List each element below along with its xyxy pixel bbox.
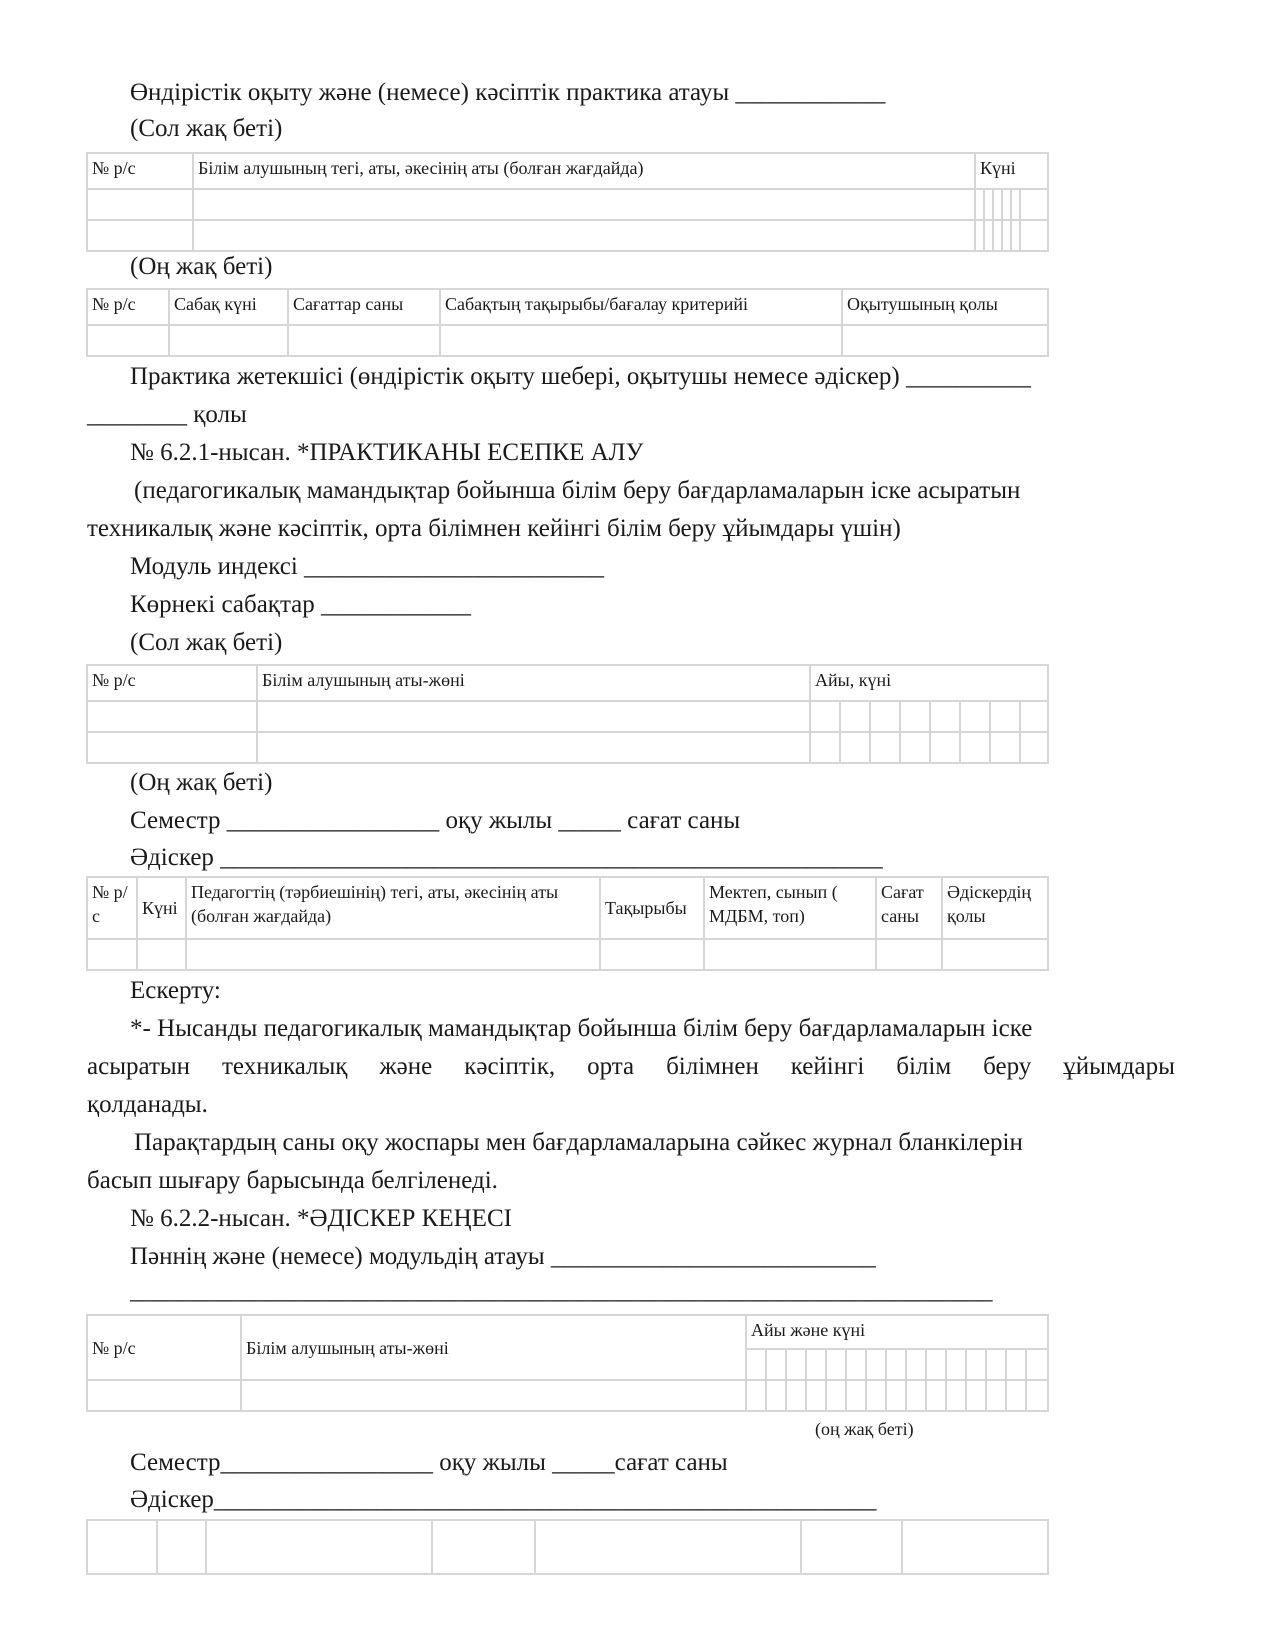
- word: орта: [587, 1053, 635, 1080]
- header-teacher-signature: Оқытушының қолы: [842, 289, 1048, 325]
- date-cell[interactable]: [840, 732, 870, 763]
- date-cell[interactable]: [990, 701, 1020, 732]
- table-row: [87, 1380, 1048, 1411]
- day-cell[interactable]: [993, 220, 1002, 251]
- cell[interactable]: [186, 939, 600, 970]
- cell[interactable]: [193, 220, 975, 251]
- cell[interactable]: [842, 325, 1048, 356]
- cell[interactable]: [157, 1520, 206, 1574]
- date-cell[interactable]: [926, 1380, 946, 1411]
- supervisor-line: Практика жетекшісі (өндірістік оқыту шебері, оқытушы немесе әдіскер) __________: [130, 363, 1031, 390]
- header-lesson-date: Сабақ күні: [169, 289, 288, 325]
- attendance-left-table: [86, 152, 1049, 252]
- date-cell[interactable]: [766, 1380, 786, 1411]
- date-cell[interactable]: [960, 732, 990, 763]
- cell[interactable]: [137, 939, 186, 970]
- date-cell[interactable]: [870, 701, 900, 732]
- header-number: № р/с: [87, 289, 169, 325]
- table-row: [87, 1520, 1048, 1574]
- day-cell[interactable]: [1002, 189, 1011, 220]
- word: және: [379, 1053, 433, 1080]
- note-para1-line1: *- Нысанды педагогикалық мамандықтар бойынша білім беру бағдарламаларын іске: [130, 1015, 1033, 1042]
- header-school-class: Мектеп, сынып ( МДБМ, топ): [704, 877, 876, 939]
- practice-right-table: [86, 876, 1049, 971]
- date-cell[interactable]: [986, 1380, 1006, 1411]
- date-cell[interactable]: [806, 1349, 826, 1380]
- note-para1-line2: [87, 1052, 1175, 1082]
- right-page-label-2: (Оң жақ беті): [130, 769, 273, 796]
- cell[interactable]: [169, 325, 288, 356]
- lessons-right-table: [86, 288, 1049, 357]
- header-day: Күні: [975, 153, 1048, 189]
- date-cell[interactable]: [946, 1349, 966, 1380]
- date-cell[interactable]: [900, 701, 930, 732]
- cell[interactable]: [801, 1520, 902, 1574]
- cell[interactable]: [257, 701, 810, 732]
- word: ұйымдары: [1063, 1053, 1175, 1080]
- date-cell[interactable]: [906, 1380, 926, 1411]
- cell[interactable]: [87, 701, 257, 732]
- methodist-line-2: Әдіскер_____________________________________________________: [130, 1486, 877, 1513]
- word: кейінгі: [790, 1053, 865, 1080]
- word: техникалық: [222, 1053, 348, 1080]
- date-cell[interactable]: [886, 1349, 906, 1380]
- date-cell[interactable]: [810, 701, 840, 732]
- date-cell[interactable]: [906, 1349, 926, 1380]
- date-cell[interactable]: [840, 701, 870, 732]
- form-622-title: № 6.2.2-нысан. *ӘДІСКЕР КЕҢЕСІ: [130, 1205, 512, 1232]
- right-page-label: (Оң жақ беті): [130, 253, 273, 280]
- date-cell[interactable]: [990, 732, 1020, 763]
- word: асыратын: [87, 1053, 191, 1080]
- header-hours: Сағаттар саны: [288, 289, 440, 325]
- right-page-caption: (оң жақ беті): [815, 1419, 914, 1439]
- date-cell[interactable]: [1020, 701, 1048, 732]
- methodist-line: Әдіскер _____________________________________________________: [130, 844, 883, 871]
- header-month-and-day: Айы және күні: [746, 1315, 1048, 1349]
- header-student-name: Білім алушының тегі, аты, әкесінің аты (болған жағдайда): [193, 153, 975, 189]
- cell[interactable]: [942, 939, 1048, 970]
- date-cell[interactable]: [1026, 1380, 1048, 1411]
- module-index-line: Модуль индексі ________________________: [130, 553, 605, 580]
- table-row: [87, 732, 1048, 763]
- table-row: [87, 939, 1048, 970]
- date-cell[interactable]: [786, 1349, 806, 1380]
- cell[interactable]: [87, 939, 137, 970]
- header-number: № р/с: [87, 877, 137, 939]
- day-cell[interactable]: [984, 220, 993, 251]
- date-cell[interactable]: [886, 1380, 906, 1411]
- date-cell[interactable]: [846, 1380, 866, 1411]
- cell[interactable]: [193, 189, 975, 220]
- cell[interactable]: [87, 1380, 241, 1411]
- header-number: № р/с: [87, 665, 257, 701]
- cell[interactable]: [87, 325, 169, 356]
- date-cell[interactable]: [900, 732, 930, 763]
- day-cell[interactable]: [1011, 189, 1020, 220]
- header-topic: Сабақтың тақырыбы/бағалау критерийі: [440, 289, 842, 325]
- date-cell[interactable]: [966, 1349, 986, 1380]
- form-621-title: № 6.2.1-нысан. *ПРАКТИКАНЫ ЕСЕПКЕ АЛУ: [130, 439, 644, 466]
- date-cell[interactable]: [930, 732, 960, 763]
- advice-right-table: [86, 1519, 1049, 1575]
- note-para2-line1: Парақтардың саны оқу жоспары мен бағдарламаларына сәйкес журнал бланкілерін: [134, 1129, 1023, 1156]
- subject-name-line: Пәннің және (немесе) модульдің атауы __________________________: [130, 1243, 876, 1270]
- cell[interactable]: [257, 732, 810, 763]
- day-cell[interactable]: [1020, 220, 1048, 251]
- day-cell[interactable]: [975, 189, 984, 220]
- header-methodist-signature: Әдіскердің қолы: [942, 877, 1048, 939]
- date-cell[interactable]: [960, 701, 990, 732]
- semester-line-2: Семестр_________________ оқу жылы _____сағат саны: [130, 1449, 728, 1476]
- date-cell[interactable]: [786, 1380, 806, 1411]
- form-621-subtitle-1: (педагогикалық мамандықтар бойынша білім беру бағдарламаларын іске асыратын: [134, 477, 1021, 504]
- date-cell[interactable]: [766, 1349, 786, 1380]
- date-cell[interactable]: [1006, 1380, 1026, 1411]
- day-cell[interactable]: [1002, 220, 1011, 251]
- left-page-label: (Сол жақ беті): [130, 115, 283, 142]
- header-number: № р/с: [87, 153, 193, 189]
- advice-left-table: [86, 1314, 1049, 1412]
- cell[interactable]: [288, 325, 440, 356]
- day-cell[interactable]: [984, 189, 993, 220]
- date-cell[interactable]: [1006, 1349, 1026, 1380]
- date-cell[interactable]: [1026, 1349, 1048, 1380]
- cell[interactable]: [206, 1520, 432, 1574]
- demo-lessons-line: Көрнекі сабақтар ____________: [130, 591, 472, 618]
- cell[interactable]: [440, 325, 842, 356]
- cell[interactable]: [902, 1520, 1048, 1574]
- word: білім: [896, 1053, 952, 1080]
- word: білімнен: [666, 1053, 759, 1080]
- date-cell[interactable]: [986, 1349, 1006, 1380]
- header-number: № р/с: [87, 1315, 241, 1380]
- form-621-subtitle-2: техникалық және кәсіптік, орта білімнен кейінгі білім беру ұйымдары үшін): [87, 515, 901, 542]
- day-cell[interactable]: [1020, 189, 1048, 220]
- table-row: [87, 325, 1048, 356]
- date-cell[interactable]: [926, 1349, 946, 1380]
- header-month-day: Айы, күні: [810, 665, 1048, 701]
- note-para2-line2: басып шығару барысында белгіленеді.: [87, 1167, 498, 1194]
- date-cell[interactable]: [946, 1380, 966, 1411]
- word: беру: [983, 1053, 1032, 1080]
- left-page-label-2: (Сол жақ беті): [130, 629, 283, 656]
- table-row: [87, 189, 1048, 220]
- cell[interactable]: [87, 220, 193, 251]
- date-cell[interactable]: [930, 701, 960, 732]
- subject-blank-line: _____________________________________________________________________: [130, 1277, 993, 1304]
- note-para1-line3: қолданады.: [87, 1091, 208, 1118]
- cell[interactable]: [535, 1520, 801, 1574]
- header-student-name: Білім алушының аты-жөні: [257, 665, 810, 701]
- practice-left-table: [86, 664, 1049, 764]
- practice-name-line: Өндірістік оқыту және (немесе) кәсіптік практика атауы ____________: [130, 79, 886, 106]
- day-cell[interactable]: [975, 220, 984, 251]
- cell[interactable]: [876, 939, 942, 970]
- header-hours: Сағат саны: [876, 877, 942, 939]
- date-cell[interactable]: [806, 1380, 826, 1411]
- cell[interactable]: [241, 1380, 746, 1411]
- date-cell[interactable]: [746, 1380, 766, 1411]
- table-row: [87, 701, 1048, 732]
- cell[interactable]: [704, 939, 876, 970]
- cell[interactable]: [87, 1520, 157, 1574]
- date-cell[interactable]: [810, 732, 840, 763]
- day-cell[interactable]: [993, 189, 1002, 220]
- cell[interactable]: [87, 732, 257, 763]
- cell[interactable]: [87, 189, 193, 220]
- date-cell[interactable]: [826, 1349, 846, 1380]
- day-cell[interactable]: [1011, 220, 1020, 251]
- header-teacher-name: Педагогтің (тәрбиешінің) тегі, аты, әкесінің аты (болған жағдайда): [186, 877, 600, 939]
- cell[interactable]: [432, 1520, 535, 1574]
- word: кәсіптік,: [464, 1053, 556, 1080]
- date-cell[interactable]: [846, 1349, 866, 1380]
- date-cell[interactable]: [866, 1380, 886, 1411]
- table-row: [87, 220, 1048, 251]
- note-label: Ескерту:: [130, 977, 221, 1004]
- date-cell[interactable]: [746, 1349, 766, 1380]
- semester-line: Семестр _________________ оқу жылы _____ сағат саны: [130, 807, 741, 834]
- date-cell[interactable]: [866, 1349, 886, 1380]
- header-student-name: Білім алушының аты-жөні: [241, 1315, 746, 1380]
- header-topic: Тақырыбы: [600, 877, 704, 939]
- date-cell[interactable]: [826, 1380, 846, 1411]
- supervisor-signature-line: ________ қолы: [87, 401, 247, 428]
- header-day: Күні: [137, 877, 186, 939]
- date-cell[interactable]: [870, 732, 900, 763]
- cell[interactable]: [600, 939, 704, 970]
- date-cell[interactable]: [966, 1380, 986, 1411]
- date-cell[interactable]: [1020, 732, 1048, 763]
